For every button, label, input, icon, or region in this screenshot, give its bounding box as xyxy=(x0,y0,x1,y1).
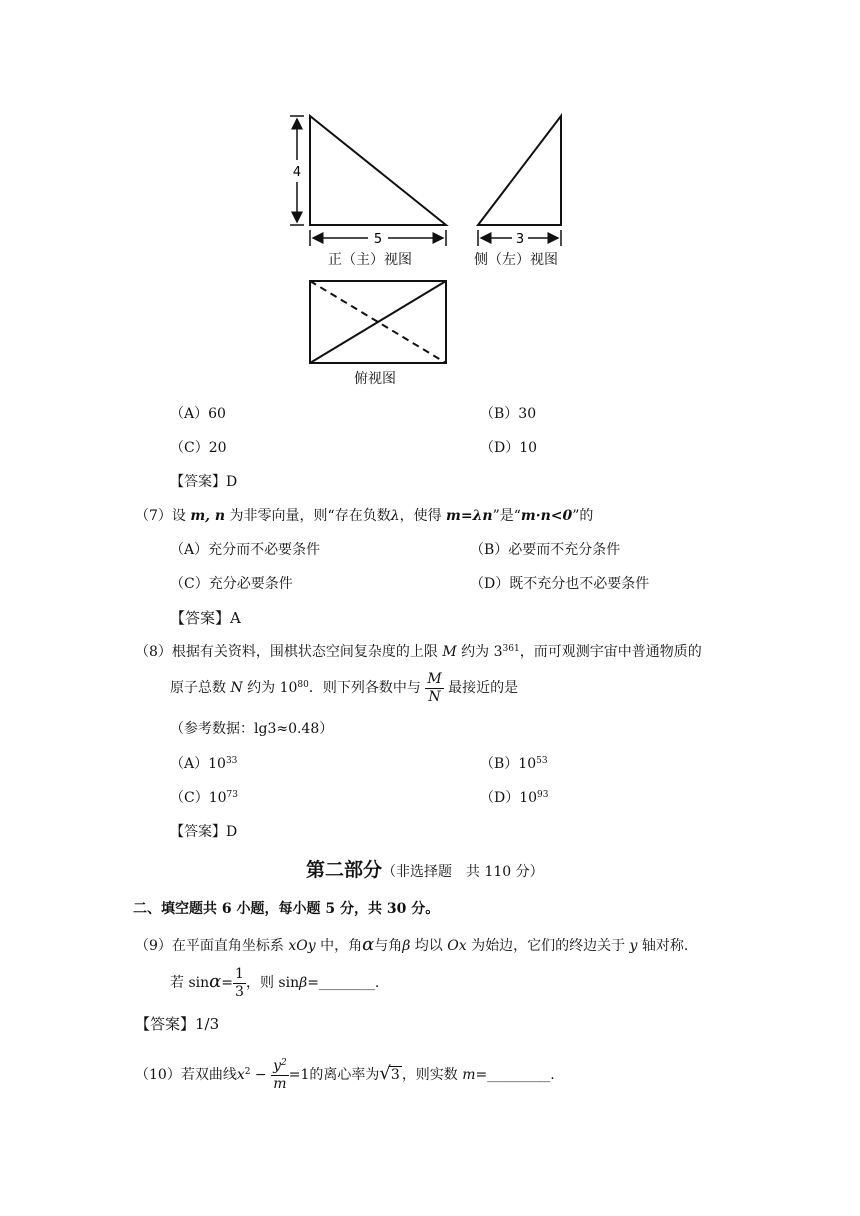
front-view-triangle xyxy=(310,116,446,225)
q6-option-b: （B）30 xyxy=(480,406,537,422)
q8-option-a: $(A)10^{33}$ xyxy=(170,756,238,772)
q8-fraction: $\frac{M}{N}$ xyxy=(427,670,442,705)
q10-question: （10）若双曲线$x^2$ − $\frac{y^2}{m}$ =1的离心率为√3 ，则实数 m=_________. xyxy=(135,1057,555,1092)
q8-reference: （参考数据：lg3≈0.48） xyxy=(170,721,334,737)
q9-line2: 若 sinα= $\frac{1}{3}$ ，则 sinβ=________. xyxy=(170,965,380,1000)
q7-option-a: （A）充分而不必要条件 xyxy=(170,542,321,558)
side-width-label: 3 xyxy=(515,232,525,247)
top-view-caption: 俯视图 xyxy=(354,371,396,387)
part2-heading: 第二部分（非选择题 共 110 分） xyxy=(306,859,544,881)
q9-line1: （9）在平面直角坐标系 xOy 中，角α与角β 均以 Ox 为始边，它们的终边关于 y 轴对称. xyxy=(135,934,689,955)
q7-option-c: （C）充分必要条件 xyxy=(170,576,293,592)
q8-line2: 原子总数 N 约为 $10^{80}$．则下列各数中与 $\frac{M}{N}$ 最接近的是 xyxy=(170,670,519,705)
q6-option-a: （A）60 xyxy=(170,406,226,422)
q7-option-b: （B）必要而不充分条件 xyxy=(470,542,621,558)
q6-option-c: （C）20 xyxy=(170,440,227,456)
sqrt-symbol: √ xyxy=(379,1063,391,1084)
side-view-caption: 侧（左）视图 xyxy=(474,252,558,268)
q8-option-c: $(C)10^{73}$ xyxy=(170,790,238,806)
q8-option-b: $(B)10^{53}$ xyxy=(480,756,548,772)
q10-fraction: $\frac{y^2}{m}$ xyxy=(273,1057,287,1092)
q7-answer: 【答案】A xyxy=(170,609,241,627)
q6-answer: 【答案】D xyxy=(170,474,238,490)
q9-answer: 【答案】1/3 xyxy=(135,1015,220,1033)
side-view-triangle xyxy=(478,116,561,225)
section2-heading: 二、填空题共 6 小题，每小题 5 分，共 30 分。 xyxy=(133,901,440,917)
q8-option-d: $(D)10^{93}$ xyxy=(480,790,549,806)
front-height-label: 4 xyxy=(292,165,302,180)
q7-question: （7）设 m, n 为非零向量，则“存在负数λ，使得 m=λn”是“m·n<0”的 xyxy=(135,508,594,524)
q9-fraction: $\frac{1}{3}$ xyxy=(235,965,244,1000)
front-width-label: 5 xyxy=(373,232,383,247)
q8-line1: （8）根据有关资料，围棋状态空间复杂度的上限 M 约为 $3^{361}$，而可观测宇宙中普通物质的 xyxy=(135,644,702,660)
three-view-figure xyxy=(0,0,860,400)
front-view-caption: 正（主）视图 xyxy=(328,252,412,268)
q8-answer: 【答案】D xyxy=(170,824,238,840)
q6-option-d: （D）10 xyxy=(480,440,538,456)
q7-option-d: （D）既不充分也不必要条件 xyxy=(470,576,650,592)
